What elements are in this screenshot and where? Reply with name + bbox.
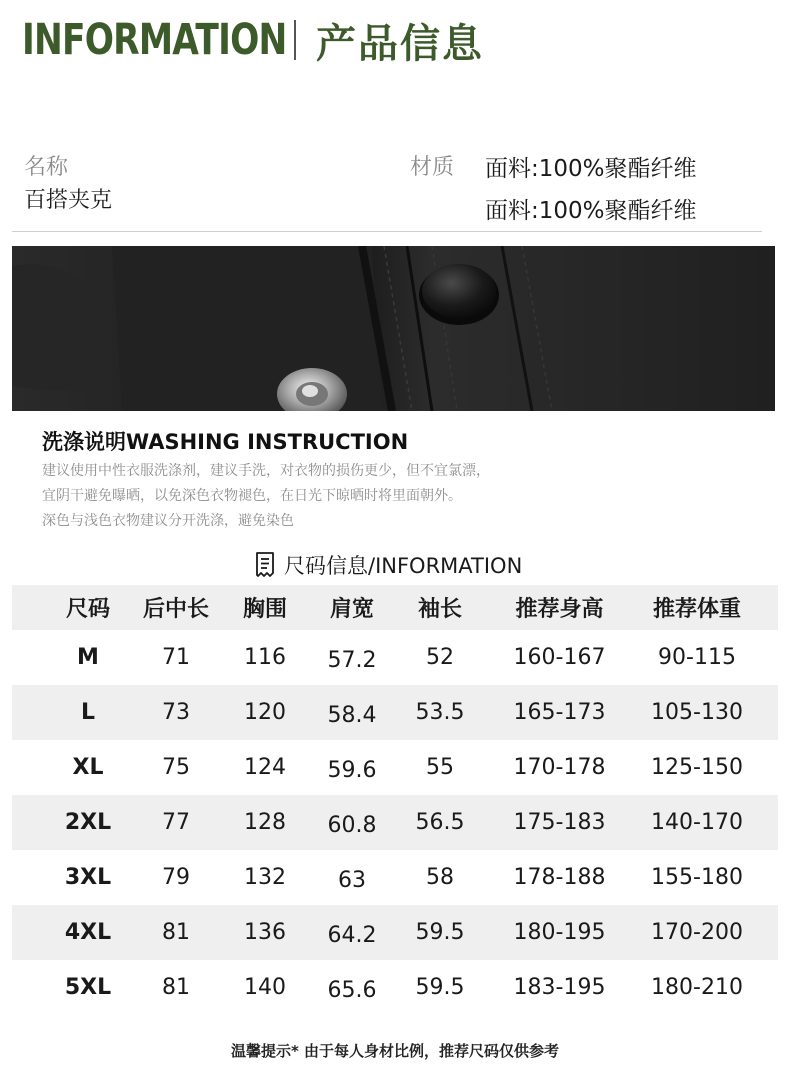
column-header: 后中长 [142, 597, 209, 622]
table-cell: 52 [426, 645, 454, 670]
washing-line: 建议使用中性衣服洗涤剂，建议手洗，对衣物的损伤更少，但不宜氯漂， [42, 463, 490, 479]
header-separator [294, 20, 296, 60]
table-cell: 57.2 [327, 648, 377, 673]
product-name-label: 名称 [24, 155, 69, 180]
table-cell: 90-115 [658, 645, 736, 670]
table-cell: 71 [162, 645, 190, 670]
info-divider [12, 231, 762, 232]
table-cell: 79 [162, 865, 190, 890]
table-cell: 56.5 [415, 810, 465, 835]
table-cell: 59.5 [415, 975, 465, 1000]
table-row [12, 960, 778, 1015]
table-cell: 58.4 [327, 703, 377, 728]
table-cell: 180-210 [651, 975, 743, 1000]
table-cell: 60.8 [327, 813, 377, 838]
fabric-closeup-image [12, 246, 775, 411]
table-cell: 180-195 [513, 920, 606, 945]
table-cell: 75 [162, 755, 190, 780]
table-cell: 81 [162, 975, 190, 1000]
washing-line: 深色与浅色衣物建议分开洗涤，避免染色 [42, 513, 294, 529]
washing-line: 宜阴干避免曝晒，以免深色衣物褪色，在日光下晾晒时将里面朝外。 [42, 488, 462, 504]
size-cell: M [77, 645, 99, 670]
table-cell: 55 [426, 755, 454, 780]
size-cell: L [80, 700, 96, 725]
table-cell: 124 [244, 755, 286, 780]
table-cell: 105-130 [651, 700, 743, 725]
size-cell: 2XL [64, 810, 112, 835]
size-table [12, 585, 778, 1015]
table-cell: 125-150 [651, 755, 743, 780]
table-cell: 165-173 [513, 700, 606, 725]
header-title-cn: 产品信息 [316, 20, 484, 67]
table-row [12, 850, 778, 905]
size-cell: 4XL [64, 920, 112, 945]
table-cell: 58 [426, 865, 454, 890]
table-row [12, 795, 778, 850]
table-cell: 155-180 [651, 865, 743, 890]
size-cell: 5XL [64, 975, 112, 1000]
size-table-title-text: 尺码信息/INFORMATION [284, 554, 523, 578]
table-row [12, 630, 778, 685]
material-value-2: 面料:100%聚酯纤维 [485, 198, 697, 224]
table-cell: 128 [244, 810, 286, 835]
washing-title: 洗涤说明WASHING INSTRUCTION [42, 430, 409, 454]
table-cell: 120 [244, 700, 286, 725]
table-row [12, 685, 778, 740]
table-cell: 170-200 [651, 920, 743, 945]
document-list-icon [254, 552, 276, 578]
page-header [22, 12, 484, 68]
table-cell: 77 [162, 810, 190, 835]
table-cell: 59.6 [327, 758, 377, 783]
table-cell: 65.6 [327, 978, 377, 1003]
size-cell: 3XL [64, 865, 112, 890]
column-header: 推荐身高 [515, 597, 604, 622]
table-cell: 178-188 [513, 865, 606, 890]
column-header: 尺码 [65, 597, 110, 622]
table-cell: 63 [338, 868, 366, 893]
column-header: 胸围 [242, 597, 287, 622]
footer-note: 温馨提示* 由于每人身材比例，推荐尺码仅供参考 [230, 1042, 560, 1060]
table-cell: 81 [162, 920, 190, 945]
table-cell: 132 [244, 865, 286, 890]
table-cell: 175-183 [513, 810, 606, 835]
table-cell: 160-167 [513, 645, 606, 670]
material-label: 材质 [410, 155, 455, 180]
table-cell: 140-170 [651, 810, 743, 835]
table-row [12, 740, 778, 795]
size-cell: XL [72, 755, 104, 780]
product-name-value: 百搭夹克 [24, 188, 113, 213]
column-header: 推荐体重 [652, 597, 741, 622]
material-value-1: 面料:100%聚酯纤维 [485, 156, 697, 182]
table-cell: 116 [244, 645, 286, 670]
table-cell: 64.2 [327, 923, 377, 948]
header-title-en: INFORMATION [22, 15, 287, 65]
table-cell: 73 [162, 700, 190, 725]
table-cell: 170-178 [513, 755, 606, 780]
table-header-row [12, 585, 778, 630]
column-header: 袖长 [417, 597, 462, 622]
table-cell: 59.5 [415, 920, 465, 945]
column-header: 肩宽 [329, 597, 374, 622]
table-cell: 136 [244, 920, 286, 945]
table-row [12, 905, 778, 960]
table-cell: 140 [244, 975, 286, 1000]
size-table-title [254, 551, 522, 579]
table-cell: 183-195 [513, 975, 606, 1000]
table-cell: 53.5 [415, 700, 465, 725]
